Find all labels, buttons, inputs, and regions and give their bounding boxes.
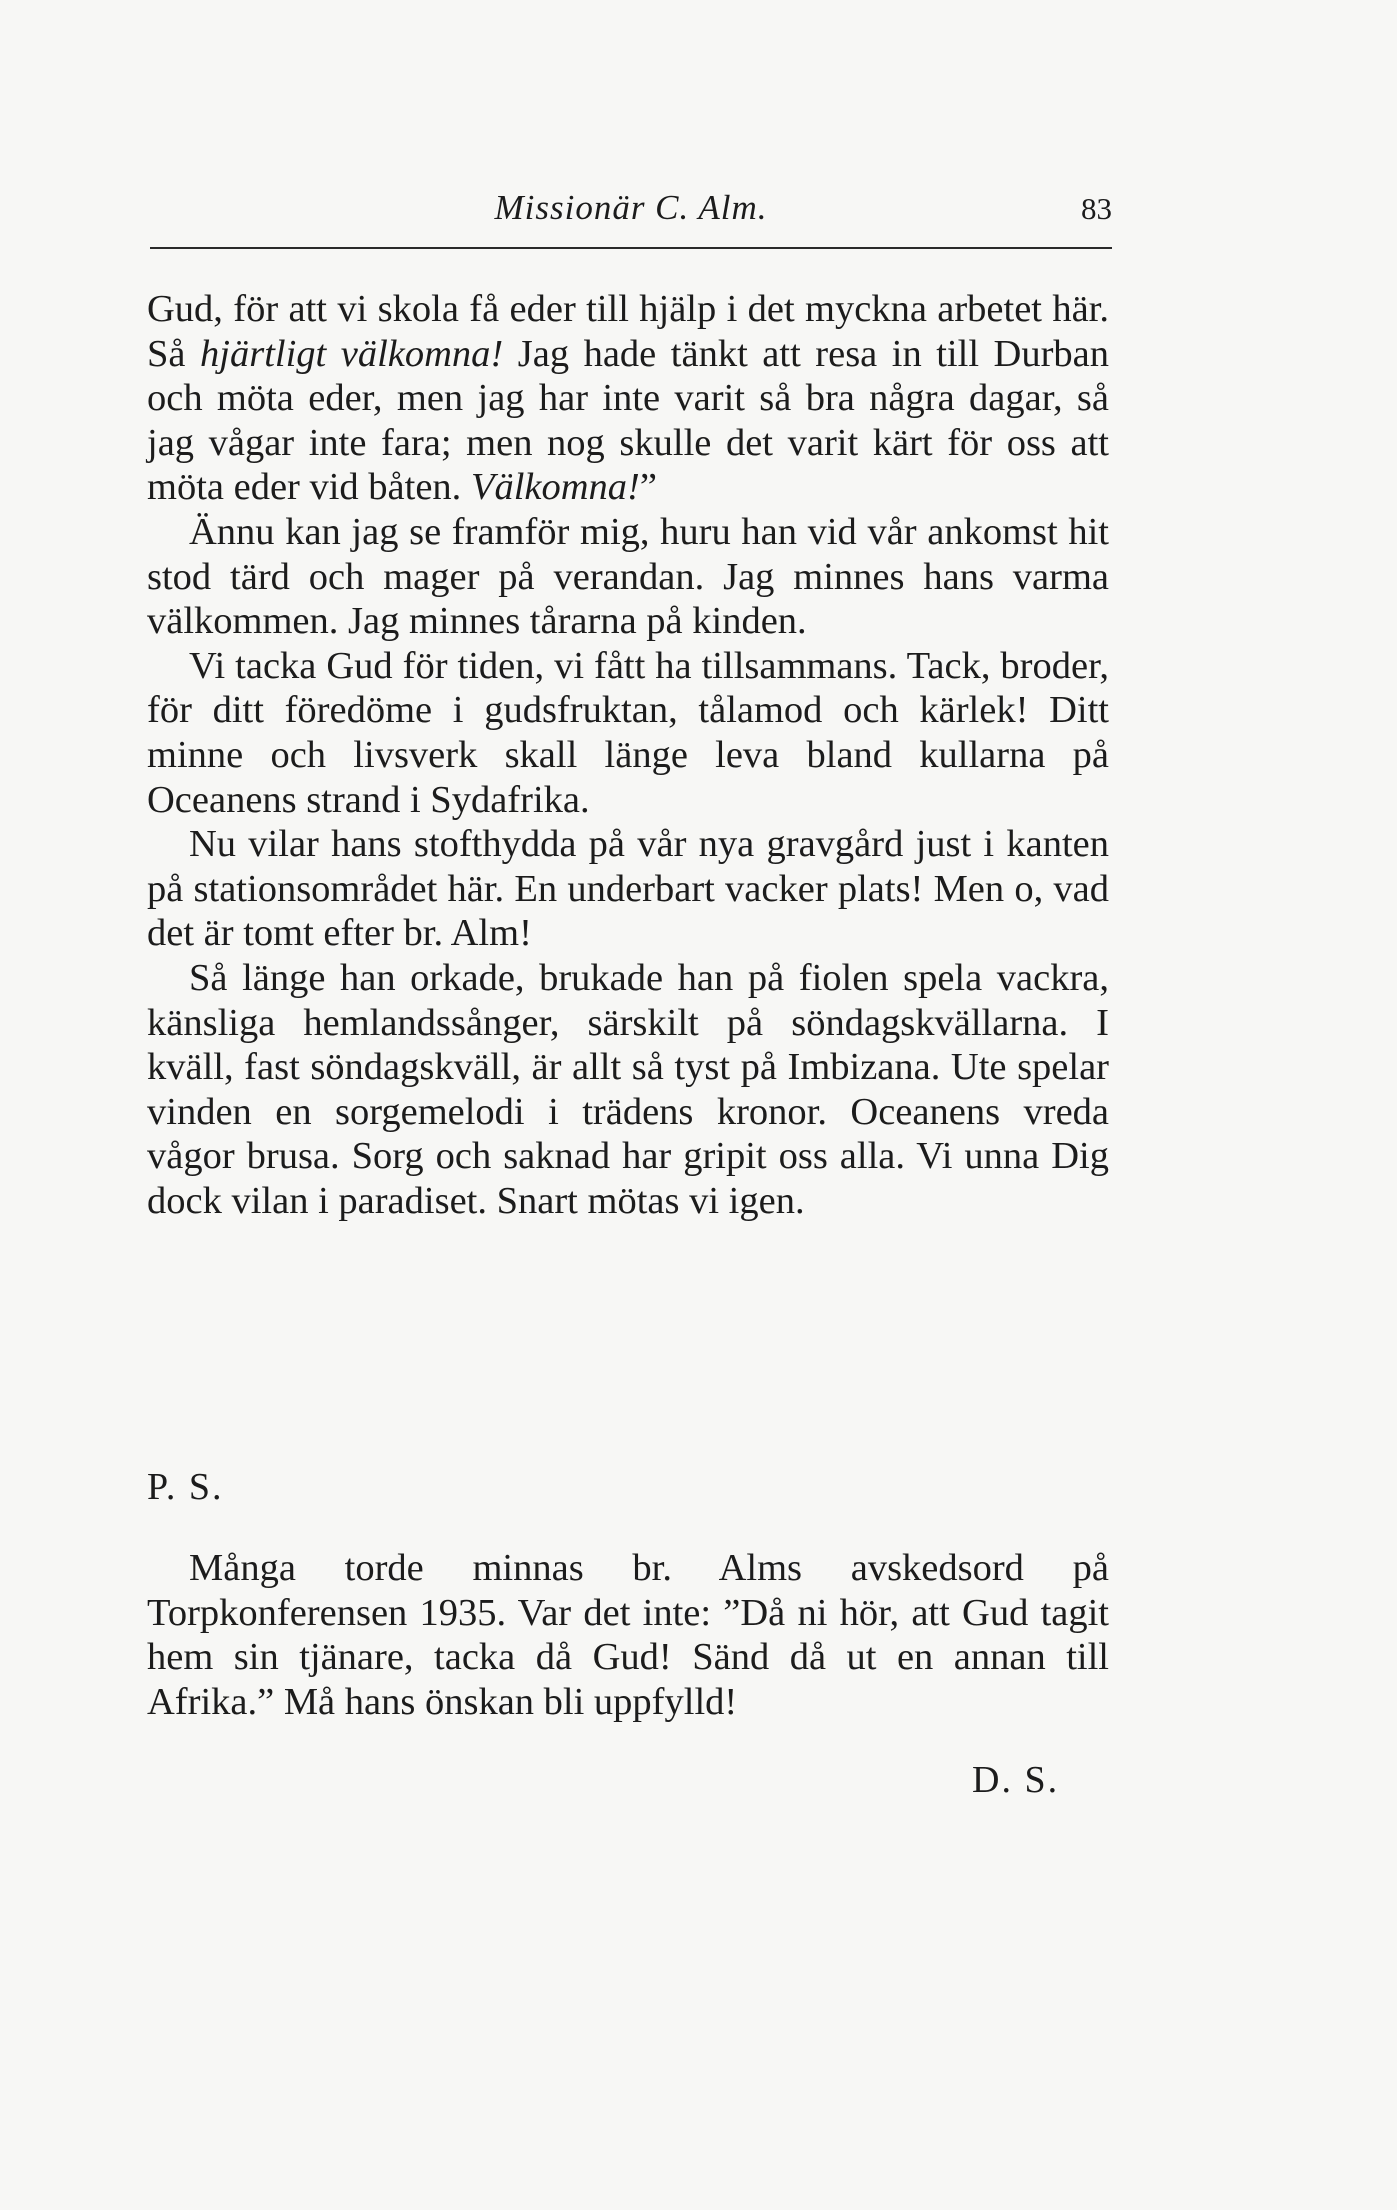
signature: D. S. [972,1759,1060,1801]
page-header [150,188,1112,238]
paragraph-1-text-b: Jag hade tänkt att resa in till Durban och möta eder, men jag har inte varit så bra några dagar, så jag vågar inte fara; men nog skulle det varit kärt för oss att möta eder vid båten. [147,332,1109,509]
paragraph-2: Ännu kan jag se framför mig, huru han vid vår ankomst hit stod tärd och mager på verandan. Jag minnes hans varma välkommen. Jag minnes tårarna på kinden. [147,510,1109,643]
paragraph-1-text-a: Gud, för att vi skola få eder till hjälp i det myckna arbetet här. Så [147,288,1109,375]
postscript-paragraph: Många torde minnas br. Alms avskedsord på Torpkonferensen 1935. Var det inte: ”Då ni hör, att Gud tagit hem sin tjänare, tacka då Gud! Sänd då ut en annan till Afrika.” Må hans önskan bli uppfylld! [147,1547,1109,1723]
postscript-label: P. S. [147,1466,224,1508]
paragraph-1-emphasis-2: Välkomna! [470,466,640,509]
paragraph-1-text-c: ” [639,466,657,509]
paragraph-4: Nu vilar hans stofthydda på vår nya gravgård just i kanten på stationsområdet här. En underbart vacker plats! Men o, vad det är tomt efter br. Alm! [147,823,1109,955]
paragraph-5: Så länge han orkade, brukade han på fiolen spela vackra, känsliga hemlandssånger, särskilt på söndagskvällarna. I kväll, fast söndagskväll, är allt så tyst på Imbizana. Ute spelar vinden en sorgemelodi i trädens kronor. Oceanens vreda vågor brusa. Sorg och saknad har gripit oss alla. Vi unna Dig dock vilan i paradiset. Snart mötas vi igen. [147,956,1109,1222]
body-text [147,287,1109,1223]
paragraph-1 [147,287,1109,510]
paragraph-1-emphasis-1: hjärtligt välkomna! [200,332,504,375]
postscript-body [147,1546,1109,1724]
running-title: Missionär C. Alm. [494,188,768,227]
header-rule [150,247,1112,249]
page-number: 83 [1081,191,1112,226]
paragraph-3: Vi tacka Gud för tiden, vi fått ha tillsammans. Tack, broder, för ditt föredöme i gudsfruktan, tålamod och kärlek! Ditt minne och livsverk skall länge leva bland kullarna på Oceanens strand i Sydafrika. [147,644,1109,821]
